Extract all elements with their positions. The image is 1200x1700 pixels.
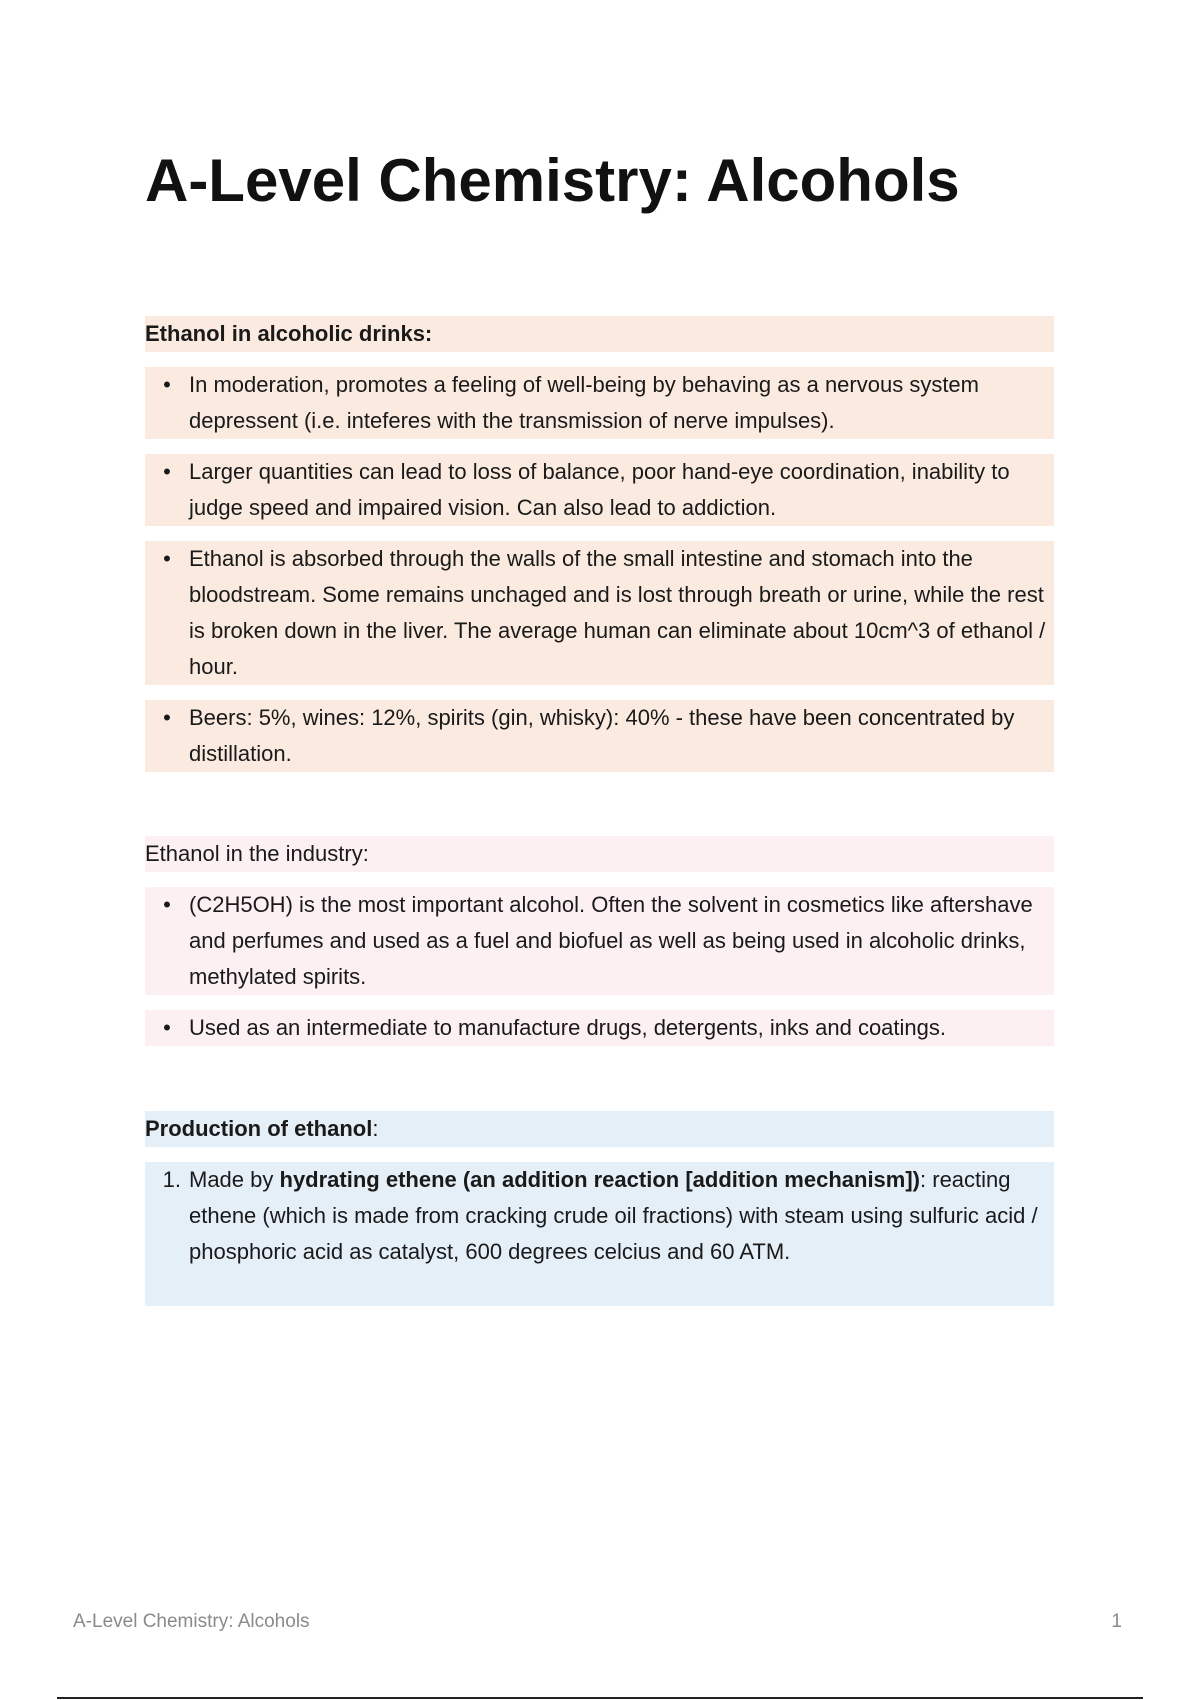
list-item: [145, 454, 1054, 526]
item-prefix: Made by: [189, 1167, 280, 1192]
footer-divider: [57, 1697, 1143, 1699]
list-item: [145, 887, 1054, 995]
item-rest-text: : reacting ethene (which is made from cracking crude oil fractions) with steam using sulfuric acid / phosphoric acid as catalyst, 600 degrees celcius and 60 ATM.: [189, 1167, 1038, 1264]
page-number: 1: [1111, 1611, 1122, 1632]
list-item-text: Ethanol is absorbed through the walls of the small intestine and stomach into the bloodstream. Some remains unchaged and is lost through breath or urine, while the rest is broken down in the liver. The average human can eliminate about 10cm^3 of ethanol / hour.: [189, 546, 1046, 679]
list-item: [145, 1162, 1054, 1306]
section-heading: Ethanol in the industry:: [145, 836, 1054, 872]
bullet-icon: •: [163, 546, 171, 571]
bullet-icon: •: [163, 459, 171, 484]
section-production: [145, 1111, 1054, 1306]
list-item-text: (C2H5OH) is the most important alcohol. Often the solvent in cosmetics like aftershave and perfumes and used as a fuel and biofuel as well as being used in alcoholic drinks, methylated spirits.: [189, 892, 1033, 989]
section-heading: [145, 1111, 1054, 1147]
item-bold-text: hydrating ethene (an addition reaction [addition mechanism]): [279, 1167, 921, 1192]
list-number: 1.: [162, 1167, 181, 1192]
list-item: [145, 700, 1054, 772]
list-item: [145, 1010, 1054, 1046]
page-title: A-Level Chemistry: Alcohols: [145, 147, 960, 214]
list-item: [145, 367, 1054, 439]
footer-title: A-Level Chemistry: Alcohols: [73, 1611, 310, 1632]
section-heading-suffix: :: [372, 1116, 379, 1141]
section-heading: Ethanol in alcoholic drinks:: [145, 316, 1054, 352]
section-industry: [145, 836, 1054, 1046]
bullet-icon: •: [163, 892, 171, 917]
list-item-text: Larger quantities can lead to loss of balance, poor hand-eye coordination, inability to judge speed and impaired vision. Can also lead to addiction.: [189, 459, 1010, 520]
list-item-text: Beers: 5%, wines: 12%, spirits (gin, whisky): 40% - these have been concentrated by distillation.: [189, 705, 1015, 766]
list-item-text: In moderation, promotes a feeling of well-being by behaving as a nervous system depressent (i.e. inteferes with the transmission of nerve impulses).: [189, 372, 979, 433]
section-alcoholic-drinks: [145, 316, 1054, 772]
section-heading-bold: Production of ethanol: [145, 1116, 373, 1141]
bullet-icon: •: [163, 372, 171, 397]
list-item-text: Used as an intermediate to manufacture drugs, detergents, inks and coatings.: [189, 1015, 946, 1040]
list-item: [145, 541, 1054, 685]
bullet-icon: •: [163, 705, 171, 730]
list-item-text: [189, 1162, 1052, 1270]
bullet-icon: •: [163, 1015, 171, 1040]
